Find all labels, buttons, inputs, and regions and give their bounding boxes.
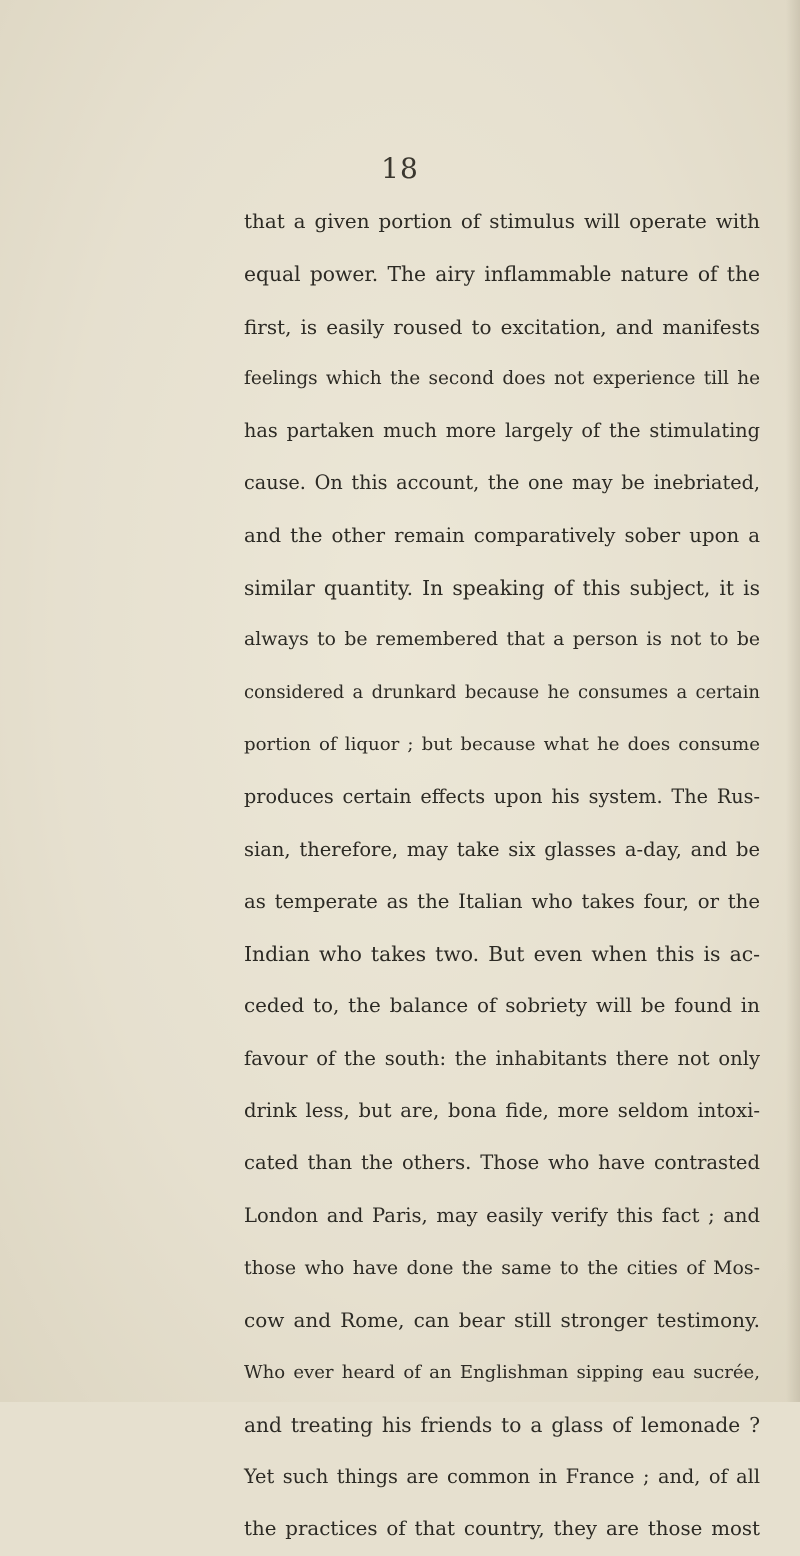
text-line: favour of the south: the inhabitants there not only bbox=[244, 1046, 760, 1070]
text-line: has partaken much more largely of the stimulating bbox=[244, 419, 760, 443]
text-line: cause. On this account, the one may be inebriated, bbox=[244, 471, 760, 495]
text-line: Indian who takes two. But even when this is ac- bbox=[244, 942, 760, 967]
text-line: and treating his friends to a glass of lemonade ? bbox=[244, 1412, 760, 1437]
text-line: those who have done the same to the cities of Mos- bbox=[244, 1256, 760, 1279]
text-line: Who ever heard of an Englishman sipping eau sucrée, bbox=[244, 1361, 760, 1383]
text-line: the practices of that country, they are those most bbox=[244, 1517, 760, 1541]
text-line: Yet such things are common in France ; and, of all bbox=[244, 1465, 760, 1489]
body-text bbox=[244, 196, 760, 1556]
page-number: 18 bbox=[381, 152, 419, 185]
text-line: cow and Rome, can bear still stronger testimony. bbox=[244, 1308, 760, 1333]
text-line: cated than the others. Those who have contrasted bbox=[244, 1151, 760, 1175]
text-line: and the other remain comparatively sober upon a bbox=[244, 523, 760, 547]
text-line: similar quantity. In speaking of this subject, it is bbox=[244, 576, 760, 601]
text-line: as temperate as the Italian who takes four, or the bbox=[244, 889, 760, 913]
page-edge-shadow bbox=[786, 0, 800, 1402]
text-line: produces certain effects upon his system. The Rus- bbox=[244, 785, 760, 809]
text-line: portion of liquor ; but because what he does consume bbox=[244, 733, 760, 755]
text-line: always to be remembered that a person is not to be bbox=[244, 629, 760, 651]
text-line: considered a drunkard because he consumes a certain bbox=[244, 681, 760, 703]
text-line: equal power. The airy inflammable nature of the bbox=[244, 262, 760, 287]
text-line: London and Paris, may easily verify this fact ; and bbox=[244, 1203, 760, 1227]
text-line: drink less, but are, bona fide, more seldom intoxi- bbox=[244, 1099, 760, 1123]
text-line: ceded to, the balance of sobriety will be found in bbox=[244, 994, 760, 1018]
text-line: that a given portion of stimulus will operate with bbox=[244, 210, 760, 233]
text-line: feelings which the second does not experience till he bbox=[244, 367, 760, 389]
text-line: sian, therefore, may take six glasses a-day, and be bbox=[244, 837, 760, 861]
text-line: first, is easily roused to excitation, and manifests bbox=[244, 314, 760, 339]
